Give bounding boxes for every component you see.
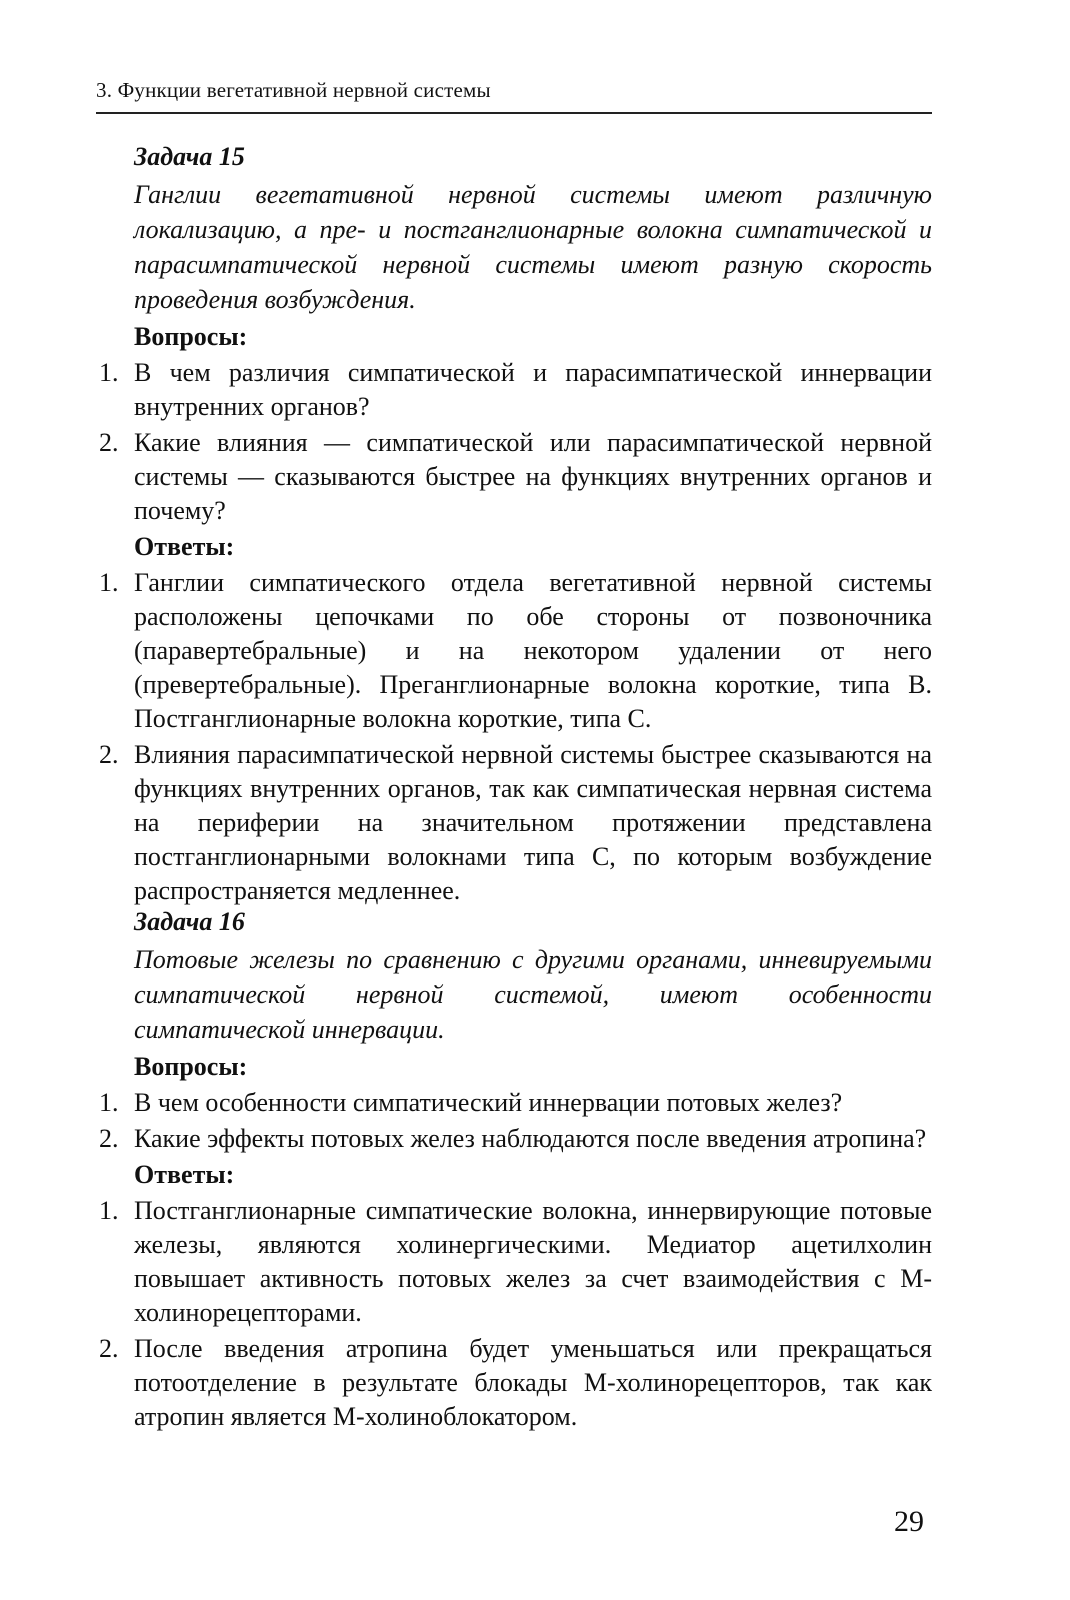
question-text: Какие эффекты потовых желез наблюдаются после введения атропина? [134,1124,927,1153]
answer-item [96,1194,932,1330]
question-text: В чем особенности симпатический иннервации потовых желез? [134,1088,843,1117]
answers-list [96,566,932,908]
questions-list [96,1086,932,1156]
task-16-section [96,905,932,1436]
question-text: В чем различия симпатической и парасимпатической иннервации внутренних органов? [134,358,932,421]
item-number: 1. [99,358,119,387]
question-item [96,1122,932,1156]
page-number: 29 [894,1505,924,1538]
task-15-section [96,140,932,910]
item-number: 2. [99,1334,119,1363]
question-item [96,356,932,424]
question-item [96,426,932,528]
task-description: Ганглии вегетативной нервной системы имеют различную локализацию, а пре- и постганглионарные волокна симпатической и парасимпатической нервной системы имеют разную скорость проведения возбуждения. [134,180,932,314]
answers-heading: Ответы: [134,1160,235,1189]
answer-item [96,1332,932,1434]
item-number: 2. [99,1124,119,1153]
item-number: 1. [99,1088,119,1117]
questions-heading: Вопросы: [134,322,248,351]
answers-list [96,1194,932,1434]
item-number: 2. [99,740,119,769]
questions-list [96,356,932,528]
question-text: Какие влияния — симпатической или парасимпатической нервной системы — сказываются быстрее на функциях внутренних органов и почему? [134,428,932,525]
item-number: 1. [99,568,119,597]
task-title: Задача 15 [134,142,245,171]
item-number: 2. [99,428,119,457]
answer-item [96,738,932,908]
answer-text: Влияния парасимпатической нервной системы быстрее сказываются на функциях внутренних органов, так как симпатическая нервная система на периферии на значительном протяжении представлена постганглионарными волокнами типа С, по которым возбуждение распространяется медленнее. [134,740,932,905]
task-description: Потовые железы по сравнению с другими органами, инневируемыми симпатической нервной системой, имеют особенности симпатической иннервации. [134,945,932,1044]
answer-text: Ганглии симпатического отдела вегетативной нервной системы расположены цепочками по обе стороны от позвоночника (паравертебральные) и на некотором удалении от него (превертебральные). Преганглионарные волокна короткие, типа В. Постганглионарные волокна короткие, типа С. [134,568,932,733]
question-item [96,1086,932,1120]
questions-heading: Вопросы: [134,1052,248,1081]
answers-heading: Ответы: [134,532,235,561]
item-number: 1. [99,1196,119,1225]
running-header: 3. Функции вегетативной нервной системы [96,78,491,102]
answer-text: После введения атропина будет уменьшаться или прекращаться потоотделение в результате блокады М-холинорецепторов, так как атропин является М-холиноблокатором. [134,1334,932,1431]
answer-text: Постганглионарные симпатические волокна, иннервирующие потовые железы, являются холинергическими. Медиатор ацетилхолин повышает активность потовых желез за счет взаимодействия с М-холинорецепторами. [134,1196,932,1327]
task-title: Задача 16 [134,907,245,936]
header-rule [96,112,932,114]
answer-item [96,566,932,736]
